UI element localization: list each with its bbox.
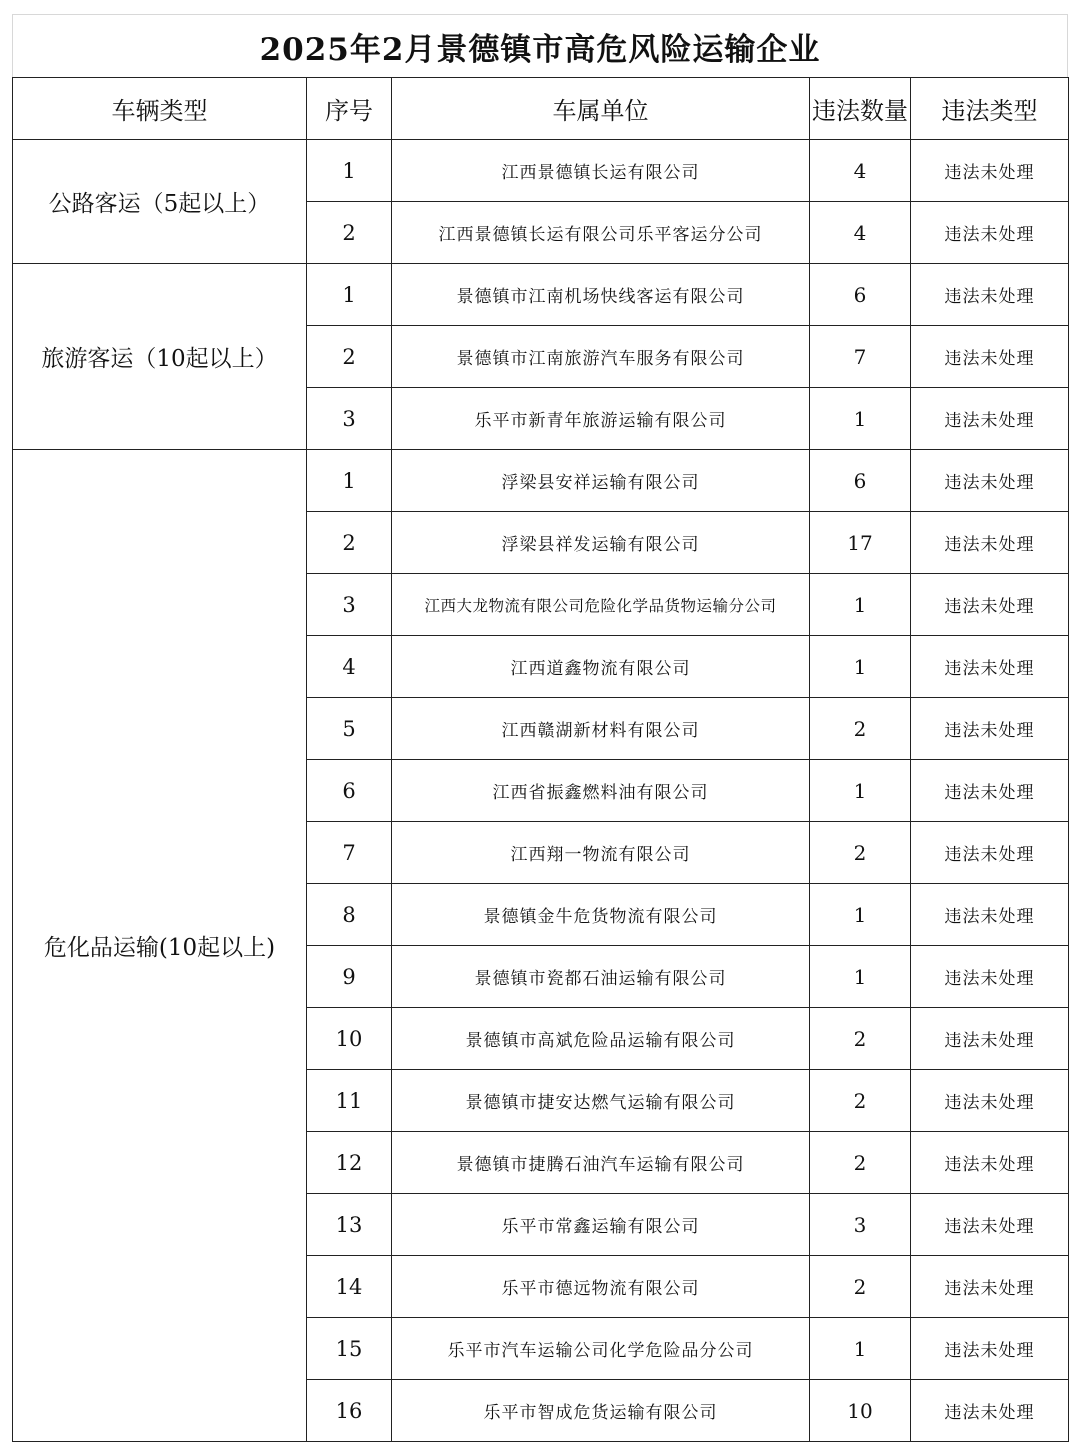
vehicle-type-cell: 危化品运输(10起以上) xyxy=(13,450,307,1442)
header-seq: 序号 xyxy=(307,78,392,140)
unit-cell: 江西翔一物流有限公司 xyxy=(392,822,810,884)
count-cell: 1 xyxy=(810,388,911,450)
seq-cell: 8 xyxy=(307,884,392,946)
table-row xyxy=(13,264,1069,326)
seq-cell: 13 xyxy=(307,1194,392,1256)
unit-cell: 乐平市智成危货运输有限公司 xyxy=(392,1380,810,1442)
unit-cell: 景德镇市瓷都石油运输有限公司 xyxy=(392,946,810,1008)
count-cell: 2 xyxy=(810,1070,911,1132)
unit-cell: 景德镇金牛危货物流有限公司 xyxy=(392,884,810,946)
count-cell: 2 xyxy=(810,1256,911,1318)
count-cell: 7 xyxy=(810,326,911,388)
unit-cell: 江西道鑫物流有限公司 xyxy=(392,636,810,698)
count-cell: 1 xyxy=(810,1318,911,1380)
seq-cell: 1 xyxy=(307,450,392,512)
violation-type-cell: 违法未处理 xyxy=(911,822,1069,884)
unit-cell: 江西景德镇长运有限公司乐平客运分公司 xyxy=(392,202,810,264)
violation-type-cell: 违法未处理 xyxy=(911,1132,1069,1194)
violation-type-cell: 违法未处理 xyxy=(911,388,1069,450)
unit-cell: 乐平市德远物流有限公司 xyxy=(392,1256,810,1318)
violation-type-cell: 违法未处理 xyxy=(911,884,1069,946)
violation-type-cell: 违法未处理 xyxy=(911,1256,1069,1318)
seq-cell: 1 xyxy=(307,140,392,202)
unit-cell: 景德镇市捷腾石油汽车运输有限公司 xyxy=(392,1132,810,1194)
count-cell: 3 xyxy=(810,1194,911,1256)
unit-cell: 浮梁县祥发运输有限公司 xyxy=(392,512,810,574)
count-cell: 1 xyxy=(810,636,911,698)
count-cell: 4 xyxy=(810,202,911,264)
unit-cell: 江西大龙物流有限公司危险化学品货物运输分公司 xyxy=(392,574,810,636)
violation-type-cell: 违法未处理 xyxy=(911,326,1069,388)
header-count: 违法数量 xyxy=(810,78,911,140)
document-sheet xyxy=(12,14,1068,1442)
header-violation-type: 违法类型 xyxy=(911,78,1069,140)
count-cell: 1 xyxy=(810,574,911,636)
count-cell: 1 xyxy=(810,760,911,822)
count-cell: 1 xyxy=(810,946,911,1008)
count-cell: 1 xyxy=(810,884,911,946)
seq-cell: 1 xyxy=(307,264,392,326)
violation-type-cell: 违法未处理 xyxy=(911,946,1069,1008)
seq-cell: 2 xyxy=(307,202,392,264)
seq-cell: 14 xyxy=(307,1256,392,1318)
seq-cell: 15 xyxy=(307,1318,392,1380)
violation-type-cell: 违法未处理 xyxy=(911,140,1069,202)
table-row xyxy=(13,450,1069,512)
unit-cell: 江西景德镇长运有限公司 xyxy=(392,140,810,202)
vehicle-type-cell: 旅游客运（10起以上） xyxy=(13,264,307,450)
seq-cell: 16 xyxy=(307,1380,392,1442)
count-cell: 2 xyxy=(810,1008,911,1070)
violation-type-cell: 违法未处理 xyxy=(911,574,1069,636)
count-cell: 6 xyxy=(810,450,911,512)
unit-cell: 景德镇市江南旅游汽车服务有限公司 xyxy=(392,326,810,388)
count-cell: 2 xyxy=(810,822,911,884)
unit-cell: 乐平市常鑫运输有限公司 xyxy=(392,1194,810,1256)
unit-cell: 江西省振鑫燃料油有限公司 xyxy=(392,760,810,822)
violation-type-cell: 违法未处理 xyxy=(911,1318,1069,1380)
seq-cell: 6 xyxy=(307,760,392,822)
header-unit: 车属单位 xyxy=(392,78,810,140)
violation-type-cell: 违法未处理 xyxy=(911,636,1069,698)
table-body xyxy=(13,140,1069,1442)
enterprise-table xyxy=(12,77,1069,1442)
vehicle-type-cell: 公路客运（5起以上） xyxy=(13,140,307,264)
seq-cell: 2 xyxy=(307,512,392,574)
violation-type-cell: 违法未处理 xyxy=(911,512,1069,574)
seq-cell: 5 xyxy=(307,698,392,760)
count-cell: 17 xyxy=(810,512,911,574)
violation-type-cell: 违法未处理 xyxy=(911,698,1069,760)
violation-type-cell: 违法未处理 xyxy=(911,1070,1069,1132)
unit-cell: 浮梁县安祥运输有限公司 xyxy=(392,450,810,512)
count-cell: 10 xyxy=(810,1380,911,1442)
seq-cell: 11 xyxy=(307,1070,392,1132)
count-cell: 4 xyxy=(810,140,911,202)
unit-cell: 乐平市汽车运输公司化学危险品分公司 xyxy=(392,1318,810,1380)
seq-cell: 4 xyxy=(307,636,392,698)
seq-cell: 12 xyxy=(307,1132,392,1194)
seq-cell: 7 xyxy=(307,822,392,884)
header-vehicle-type: 车辆类型 xyxy=(13,78,307,140)
violation-type-cell: 违法未处理 xyxy=(911,450,1069,512)
violation-type-cell: 违法未处理 xyxy=(911,202,1069,264)
title-row xyxy=(12,14,1068,77)
violation-type-cell: 违法未处理 xyxy=(911,264,1069,326)
unit-cell: 景德镇市高斌危险品运输有限公司 xyxy=(392,1008,810,1070)
violation-type-cell: 违法未处理 xyxy=(911,760,1069,822)
violation-type-cell: 违法未处理 xyxy=(911,1008,1069,1070)
page-title: 2025年2月景德镇市高危风险运输企业 xyxy=(259,31,821,68)
unit-cell: 景德镇市江南机场快线客运有限公司 xyxy=(392,264,810,326)
unit-cell: 乐平市新青年旅游运输有限公司 xyxy=(392,388,810,450)
count-cell: 2 xyxy=(810,1132,911,1194)
count-cell: 6 xyxy=(810,264,911,326)
seq-cell: 9 xyxy=(307,946,392,1008)
seq-cell: 2 xyxy=(307,326,392,388)
table-row xyxy=(13,140,1069,202)
unit-cell: 江西赣湖新材料有限公司 xyxy=(392,698,810,760)
seq-cell: 3 xyxy=(307,574,392,636)
seq-cell: 10 xyxy=(307,1008,392,1070)
violation-type-cell: 违法未处理 xyxy=(911,1194,1069,1256)
seq-cell: 3 xyxy=(307,388,392,450)
header-row xyxy=(13,78,1069,140)
violation-type-cell: 违法未处理 xyxy=(911,1380,1069,1442)
count-cell: 2 xyxy=(810,698,911,760)
unit-cell: 景德镇市捷安达燃气运输有限公司 xyxy=(392,1070,810,1132)
